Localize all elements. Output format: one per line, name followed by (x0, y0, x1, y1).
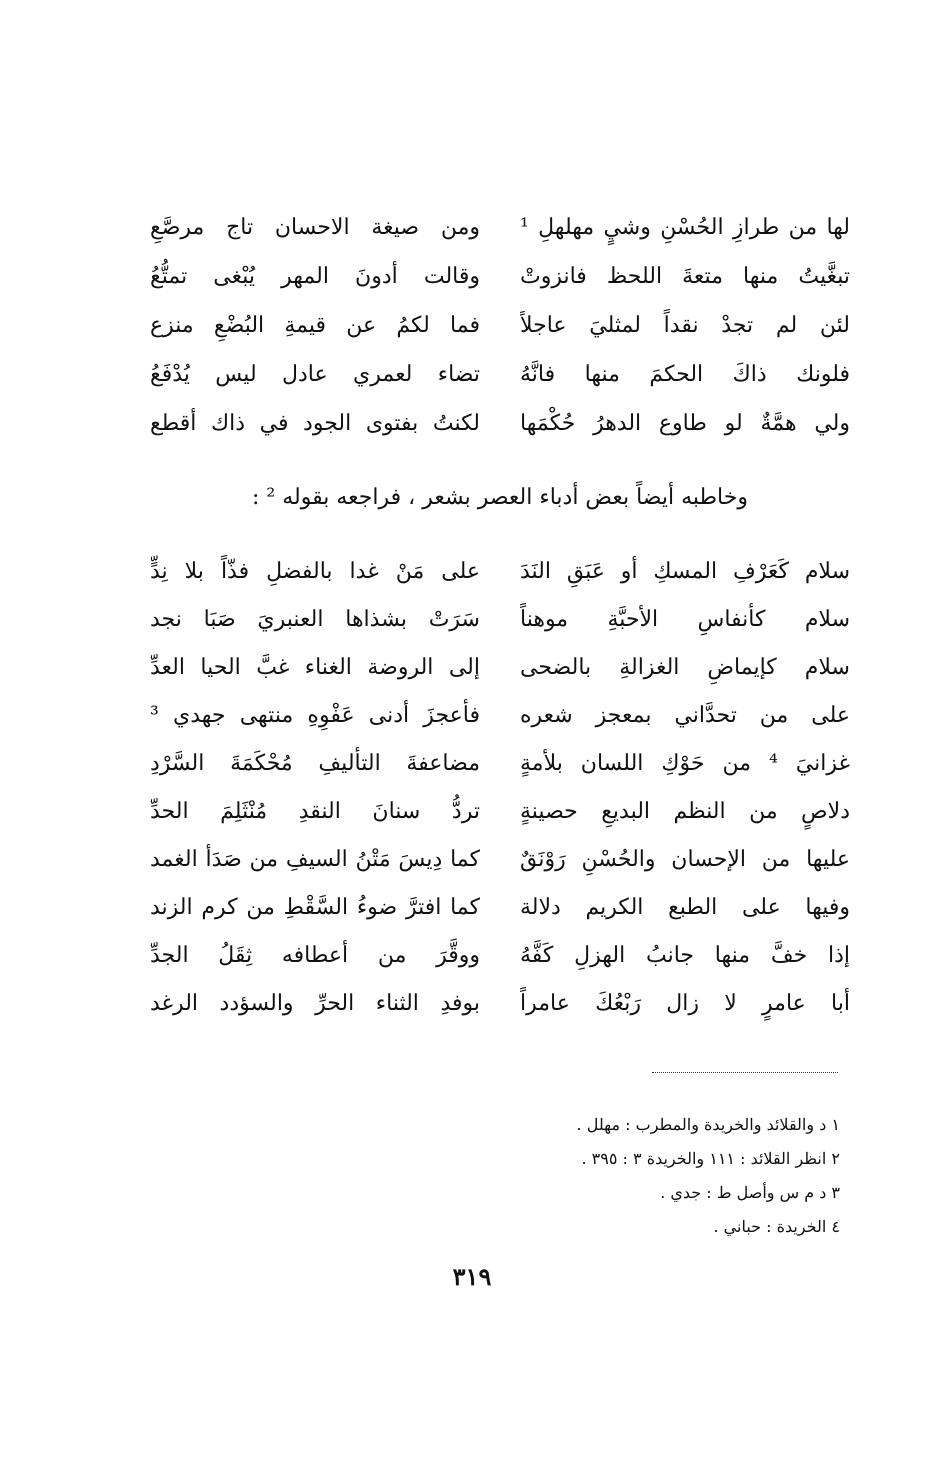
second-hemistich: مضاعفةَ التأليفِ مُحْكَمَةَ السَّرْدِ (150, 751, 480, 776)
second-hemistich: ووقَّرَ من أعطافه ثِقَلُ الجدِّ (150, 943, 480, 968)
second-hemistich: تضاء لعمري عادل ليس يُدْفَعُ (150, 362, 480, 387)
second-hemistich: إلى الروضة الغناء غبَّ الحيا العدِّ (150, 655, 480, 680)
first-hemistich: على من تحدَّاني بمعجز شعره (520, 703, 850, 728)
verse-line (150, 355, 850, 404)
verse-line (150, 257, 850, 306)
footnote-divider (652, 1072, 838, 1073)
first-hemistich: دلاصٍ من النظم البديعِ حصينةٍ (520, 799, 850, 824)
verse-line (150, 792, 850, 840)
first-hemistich: لئن لم تجدْ نقداً لمثليَ عاجلاً (520, 313, 850, 338)
page-number: ٣١٩ (452, 1262, 492, 1291)
first-hemistich: سلام كأنفاسِ الأحبَّةِ موهناً (520, 607, 850, 632)
second-hemistich: ومن صيغة الاحسان تاج مرصَّعِ (150, 215, 480, 240)
verse-line (150, 696, 850, 744)
second-hemistich: على مَنْ غدا بالفضلِ فذّاً بلا نِدٍّ (150, 559, 480, 584)
verse-line (150, 600, 850, 648)
first-hemistich: إذا خفَّ منها جانبُ الهزلِ كَفَّهُ (520, 943, 850, 968)
second-hemistich: وقالت أدونَ المهر يُبْغى تمتُّعُ (150, 264, 480, 289)
verse-line (150, 306, 850, 355)
first-hemistich: لها من طرازِ الحُسْنِ وشيٍ مهلهلِ ¹ (520, 215, 850, 240)
second-hemistich: لكنتُ بفتوى الجود في ذاك أقطع (150, 411, 480, 436)
verse-line (150, 888, 850, 936)
verse-line (150, 936, 850, 984)
verse-line (150, 840, 850, 888)
first-hemistich: فلونك ذاكَ الحكمَ منها فانَّهُ (520, 362, 850, 387)
first-hemistich: غزانيَ ⁴ من حَوْكِ اللسان بلأمةٍ (520, 751, 850, 776)
second-hemistich: كما دِيسَ مَتْنُ السيفِ من صَدَأ الغمد (150, 847, 480, 872)
footnote: ١ د والقلائد والخريدة والمطرب : مهلل . (576, 1115, 840, 1134)
poem-block-1 (150, 208, 850, 453)
footnote: ٣ د م س وأصل ط : جدي . (660, 1183, 840, 1202)
second-hemistich: بوفدِ الثناء الحرِّ والسؤدد الرغد (150, 991, 480, 1016)
first-hemistich: ولي همَّةٌ لو طاوع الدهرُ حُكْمَها (520, 411, 850, 436)
second-hemistich: كما افترَّ ضوءُ السَّقْطِ من كرم الزند (150, 895, 480, 920)
prose-line: وخاطبه أيضاً بعض أدباء العصر بشعر ، فراجعه بقوله ² : (252, 485, 748, 510)
second-hemistich: سَرَتْ بشذاها العنبريَ صَبَا نجد (150, 607, 480, 632)
verse-line (150, 984, 850, 1032)
verse-line (150, 648, 850, 696)
footnote: ٤ الخريدة : حباني . (713, 1217, 840, 1236)
verse-line (150, 744, 850, 792)
first-hemistich: عليها من الإحسان والحُسْنِ رَوْنَقٌ (520, 847, 850, 872)
first-hemistich: وفيها على الطبع الكريم دلالة (520, 895, 850, 920)
poem-block-2 (150, 552, 850, 1032)
second-hemistich: فأعجزَ أدنى عَفْوِهِ منتهى جهدي ³ (150, 703, 480, 728)
first-hemistich: أبا عامرٍ لا زال رَبْعُكَ عامراً (520, 991, 850, 1016)
verse-line (150, 404, 850, 453)
second-hemistich: تردُّ سنانَ النقدِ مُنْثَلِمَ الحدِّ (150, 799, 480, 824)
first-hemistich: سلام كَعَرْفِ المسكِ أو عَبَقِ النَدَ (520, 559, 850, 584)
footnote: ٢ انظر القلائد : ١١١ والخريدة ٣ : ٣٩٥ . (581, 1149, 840, 1168)
second-hemistich: فما لكمُ عن قيمةِ البُضْعِ منزع (150, 313, 480, 338)
first-hemistich: سلام كإيماضِ الغزالةِ بالضحى (520, 655, 850, 680)
footnotes (340, 1108, 840, 1244)
verse-line (150, 208, 850, 257)
verse-line (150, 552, 850, 600)
first-hemistich: تبغَّيتُ منها متعةَ اللحظ فانزوتْ (520, 264, 850, 289)
